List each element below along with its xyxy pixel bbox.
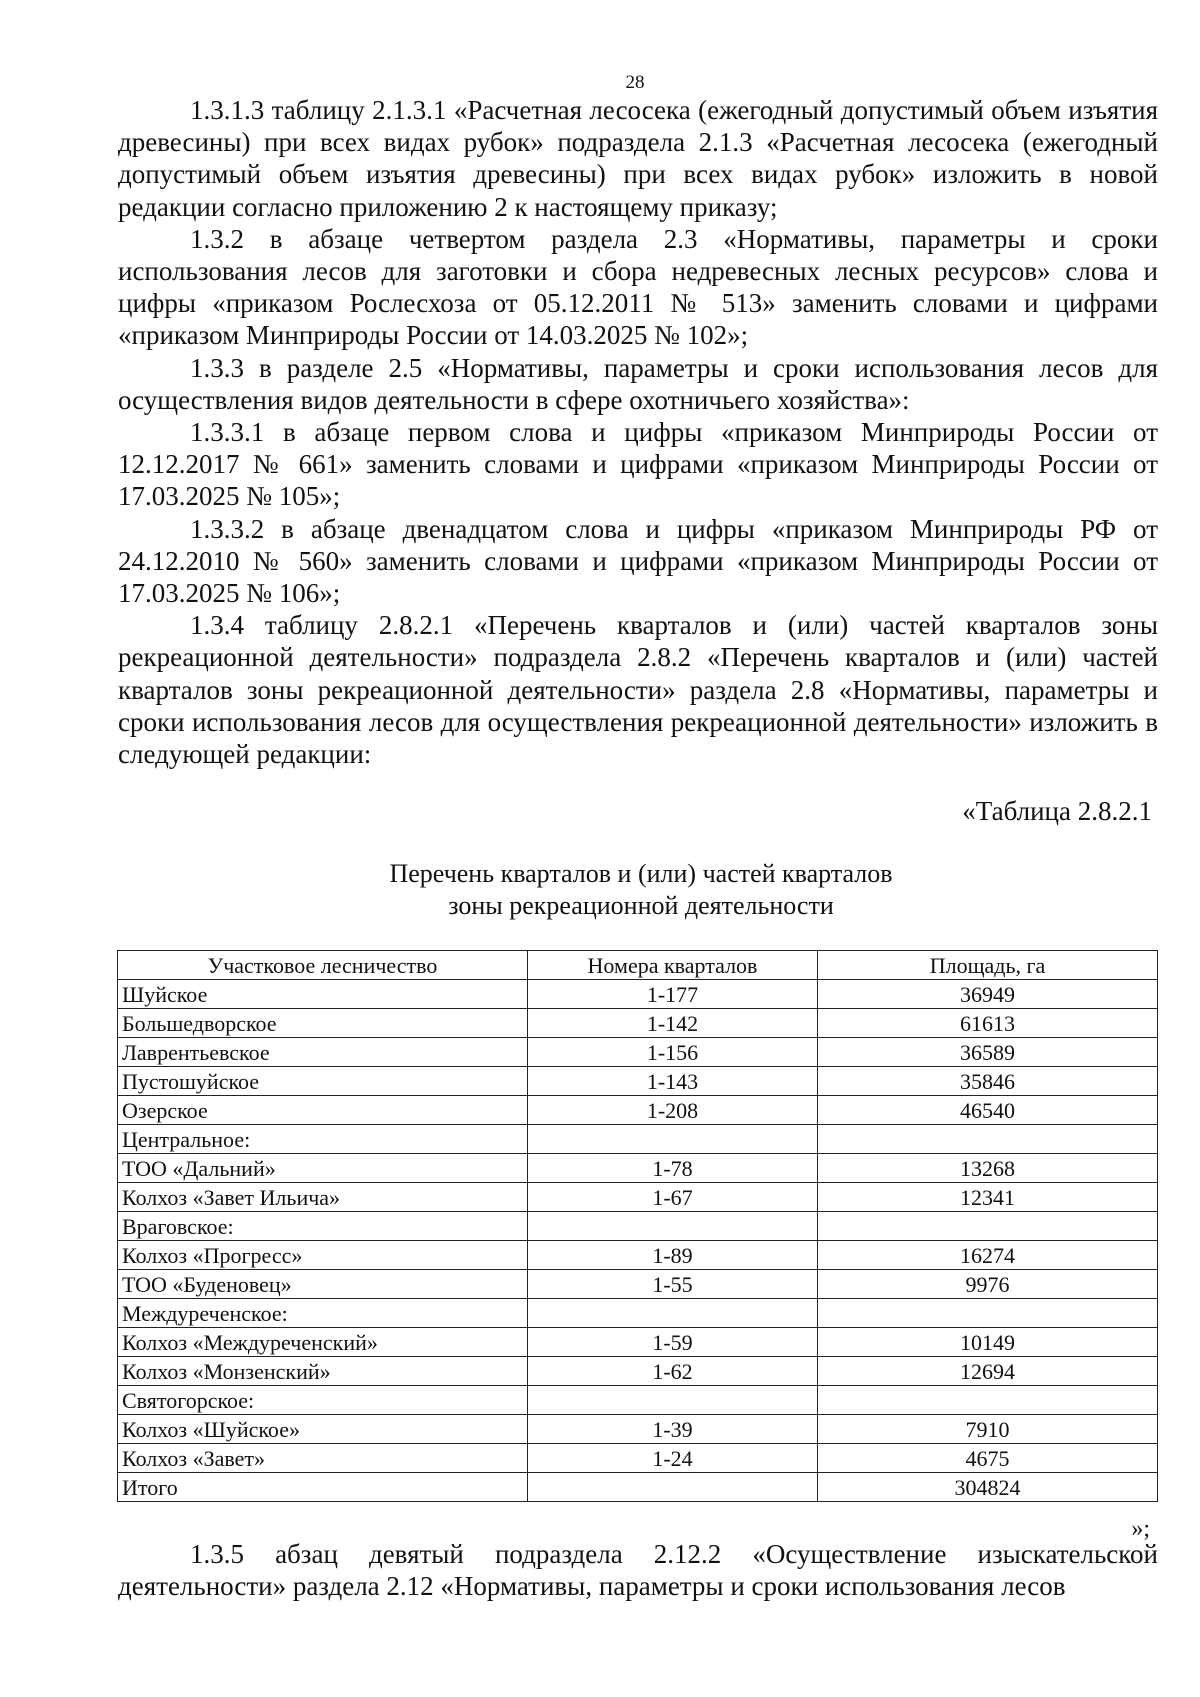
closing-quote: »; [1131,1516,1150,1542]
cell-quarters [528,1299,818,1328]
cell-forestry: Лаврентьевское [118,1038,528,1067]
cell-area: 304824 [818,1473,1158,1502]
cell-area: 13268 [818,1154,1158,1183]
cell-quarters: 1-24 [528,1444,818,1473]
cell-forestry: Колхоз «Монзенский» [118,1357,528,1386]
table-row [118,1270,1158,1299]
cell-quarters: 1-208 [528,1096,818,1125]
cell-forestry: Итого [118,1473,528,1502]
cell-forestry: Пустошуйское [118,1067,528,1096]
cell-forestry: Озерское [118,1096,528,1125]
cell-quarters: 1-62 [528,1357,818,1386]
table-row [118,1444,1158,1473]
cell-forestry: ТОО «Буденовец» [118,1270,528,1299]
cell-quarters: 1-55 [528,1270,818,1299]
cell-area [818,1386,1158,1415]
table-reference: «Таблица 2.8.2.1 [962,796,1152,826]
table-row [118,1038,1158,1067]
table-title [160,858,1122,922]
table-row [118,1096,1158,1125]
cell-area: 9976 [818,1270,1158,1299]
cell-forestry: Большедворское [118,1009,528,1038]
column-header-area: Площадь, га [818,951,1158,980]
cell-area [818,1212,1158,1241]
table-row [118,1009,1158,1038]
paragraph-1-3-3-1: 1.3.3.1 в абзаце первом слова и цифры «приказом Минприроды России от 12.12.2017 № 661» заменить словами и цифрами «приказом Минприроды России от 17.03.2025 № 105»; [118,417,1158,512]
cell-forestry: Враговское: [118,1212,528,1241]
cell-quarters [528,1386,818,1415]
cell-area: 61613 [818,1009,1158,1038]
cell-area: 12694 [818,1357,1158,1386]
cell-area: 12341 [818,1183,1158,1212]
table-title-line-2: зоны рекреационной деятельности [448,891,834,920]
table-row [118,1328,1158,1357]
cell-area: 7910 [818,1415,1158,1444]
table-row [118,1067,1158,1096]
cell-area [818,1125,1158,1154]
paragraph-1-3-1-3: 1.3.1.3 таблицу 2.1.3.1 «Расчетная лесосека (ежегодный допустимый объем изъятия древесины) при всех видах рубок» подраздела 2.1.3 «Расчетная лесосека (ежегодный допустимый объем изъятия древесины) при всех видах рубок» изложить в новой редакции согласно приложению 2 к настоящему приказу; [118,95,1158,222]
cell-forestry: Святогорское: [118,1386,528,1415]
table-row [118,980,1158,1009]
table-row [118,1154,1158,1183]
table-row [118,1357,1158,1386]
cell-forestry: Колхоз «Завет» [118,1444,528,1473]
column-header-forestry: Участковое лесничество [118,951,528,980]
cell-area: 4675 [818,1444,1158,1473]
table-row [118,1125,1158,1154]
forestry-quarters-table [117,950,1158,1502]
cell-quarters: 1-78 [528,1154,818,1183]
cell-forestry: Колхоз «Прогресс» [118,1241,528,1270]
paragraph-1-3-3: 1.3.3 в разделе 2.5 «Нормативы, параметры и сроки использования лесов для осуществления видов деятельности в сфере охотничьего хозяйства»: [118,352,1158,415]
table-row [118,1415,1158,1444]
table-row [118,1386,1158,1415]
cell-quarters: 1-142 [528,1009,818,1038]
cell-quarters: 1-59 [528,1328,818,1357]
cell-area: 36949 [818,980,1158,1009]
table-row [118,1183,1158,1212]
document-body [118,94,1158,770]
document-body-continued [118,1538,1158,1602]
cell-area: 36589 [818,1038,1158,1067]
cell-quarters [528,1212,818,1241]
cell-quarters: 1-143 [528,1067,818,1096]
cell-area [818,1299,1158,1328]
cell-quarters: 1-177 [528,980,818,1009]
table-row [118,1241,1158,1270]
page-number: 28 [625,72,645,93]
table-row [118,1212,1158,1241]
table-row [118,1299,1158,1328]
cell-area: 16274 [818,1241,1158,1270]
cell-forestry: Колхоз «Шуйское» [118,1415,528,1444]
cell-forestry: Междуреченское: [118,1299,528,1328]
table-header-row [118,951,1158,980]
cell-quarters: 1-67 [528,1183,818,1212]
cell-area: 46540 [818,1096,1158,1125]
paragraph-1-3-3-2: 1.3.3.2 в абзаце двенадцатом слова и цифры «приказом Минприроды РФ от 24.12.2010 № 560» заменить словами и цифрами «приказом Минприроды России от 17.03.2025 № 106»; [118,513,1158,609]
cell-forestry: Центральное: [118,1125,528,1154]
table-title-line-1: Перечень кварталов и (или) частей кварталов [389,859,893,888]
paragraph-1-3-5: 1.3.5 абзац девятый подраздела 2.12.2 «Осуществление изыскательской деятельности» раздела 2.12 «Нормативы, параметры и сроки использования лесов [118,1539,1158,1602]
cell-forestry: Колхоз «Завет Ильича» [118,1183,528,1212]
cell-forestry: Шуйское [118,980,528,1009]
column-header-quarters: Номера кварталов [528,951,818,980]
cell-quarters: 1-89 [528,1241,818,1270]
cell-quarters [528,1125,818,1154]
cell-quarters: 1-39 [528,1415,818,1444]
cell-forestry: ТОО «Дальний» [118,1154,528,1183]
cell-area: 35846 [818,1067,1158,1096]
cell-quarters: 1-156 [528,1038,818,1067]
cell-quarters [528,1473,818,1502]
cell-area: 10149 [818,1328,1158,1357]
paragraph-1-3-2: 1.3.2 в абзаце четвертом раздела 2.3 «Нормативы, параметры и сроки использования лесов для заготовки и сбора недревесных лесных ресурсов» слова и цифры «приказом Рослесхоза от 05.12.2011 № 513» заменить словами и цифрами «приказом Минприроды России от 14.03.2025 № 102»; [118,223,1158,351]
table-row [118,1473,1158,1502]
paragraph-1-3-4: 1.3.4 таблицу 2.8.2.1 «Перечень кварталов и (или) частей кварталов зоны рекреационной деятельности» подраздела 2.8.2 «Перечень кварталов и (или) частей кварталов зоны рекреационной деятельности» раздела 2.8 «Нормативы, параметры и сроки использования лесов для осуществления рекреационной деятельности» изложить в следующей редакции: [118,610,1158,770]
cell-forestry: Колхоз «Междуреченский» [118,1328,528,1357]
